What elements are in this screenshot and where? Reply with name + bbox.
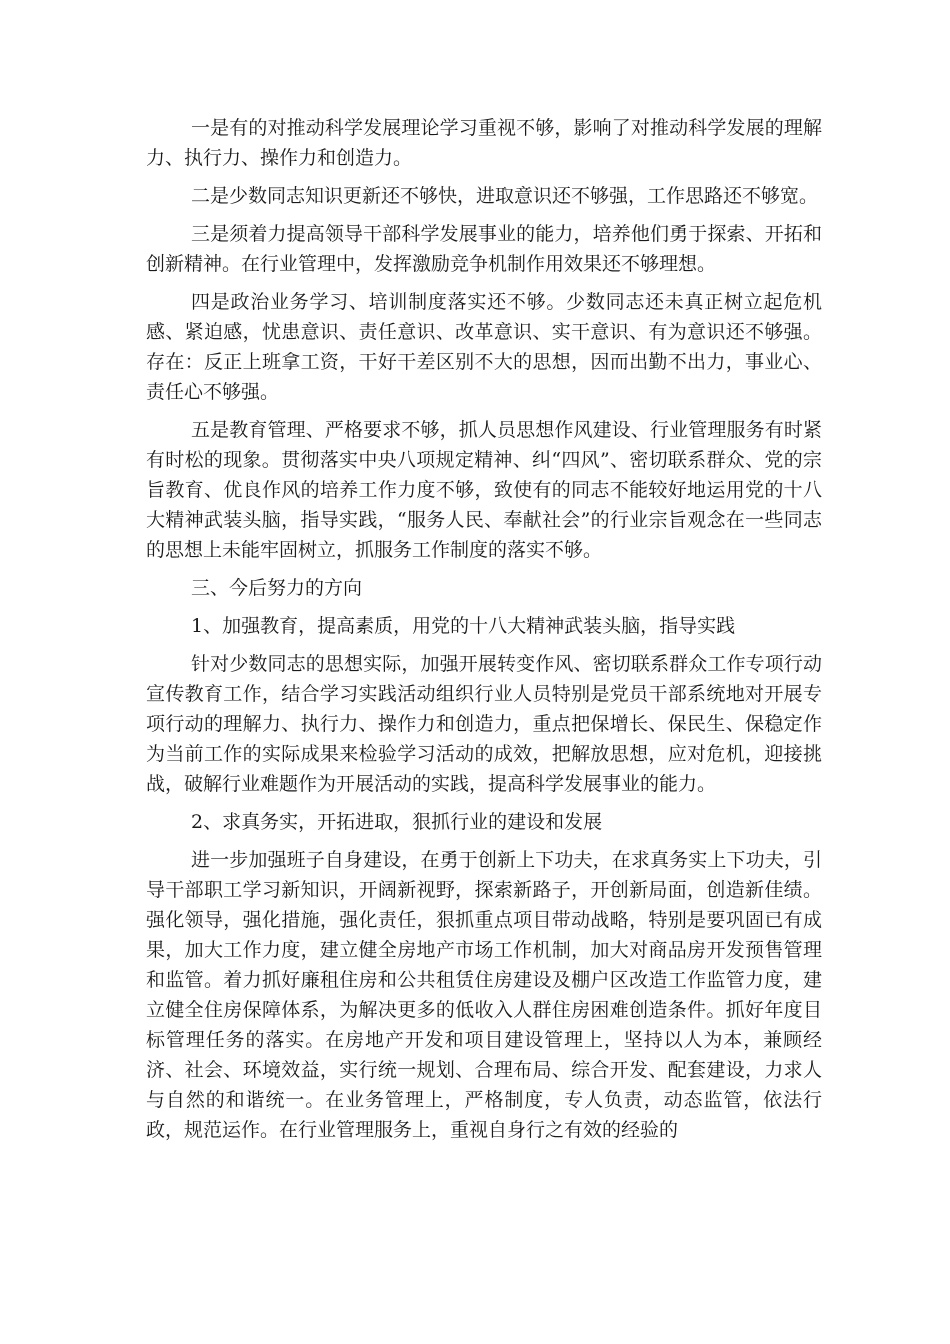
subsection-heading-1: 1、加强教育，提高素质，用党的十八大精神武装头脑，指导实践: [191, 615, 736, 637]
section-heading: 三、今后努力的方向: [191, 577, 363, 599]
document-body: [146, 113, 822, 1153]
subsection-heading-2: 2、求真务实，开拓进取，狠抓行业的建设和发展: [191, 811, 603, 833]
subsection-body-2: 进一步加强班子自身建设，在勇于创新上下功夫，在求真务实上下功夫，引导干部职工学习新知识，开阔新视野，探索新路子，开创新局面，创造新佳绩。强化领导，强化措施，强化责任，狠抓重点项目带动战略，特别是要巩固已有成果，加大工作力度，建立健全房地产市场工作机制，加大对商品房开发预售管理和监管。着力抓好廉租住房和公共租赁住房建设及棚户区改造工作监管力度，建立健全住房保障体系，为解决更多的低收入人群住房困难创造条件。抓好年度目标管理任务的落实。在房地产开发和项目建设管理上，坚持以人为本，兼顾经济、社会、环境效益，实行统一规划、合理布局、综合开发、配套建设，力求人与自然的和谐统一。在业务管理上，严格制度，专人负责，动态监管，依法行政，规范运作。在行业管理服务上，重视自身行之有效的经验的: [146, 849, 822, 1141]
paragraph-point-one: 一是有的对推动科学发展理论学习重视不够，影响了对推动科学发展的理解力、执行力、操作力和创造力。: [146, 117, 822, 169]
paragraph-point-four: 四是政治业务学习、培训制度落实还不够。少数同志还未真正树立起危机感、紧迫感，忧患意识、责任意识、改革意识、实干意识、有为意识还不够强。存在：反正上班拿工资，干好干差区别不大的思想，因而出勤不出力，事业心、责任心不够强。: [146, 291, 822, 403]
paragraph-point-three: 三是须着力提高领导干部科学发展事业的能力，培养他们勇于探索、开拓和创新精神。在行业管理中，发挥激励竞争机制作用效果还不够理想。: [146, 223, 822, 275]
paragraph-point-two: 二是少数同志知识更新还不够快，进取意识还不够强，工作思路还不够宽。: [191, 185, 819, 207]
paragraph-point-five: 五是教育管理、严格要求不够，抓人员思想作风建设、行业管理服务有时紧有时松的现象。贯彻落实中央八项规定精神、纠“四风”、密切联系群众、党的宗旨教育、优良作风的培养工作力度不够，致使有的同志不能较好地运用党的十八大精神武装头脑，指导实践，“服务人民、奉献社会”的行业宗旨观念在一些同志的思想上未能牢固树立，抓服务工作制度的落实不够。: [146, 419, 822, 561]
subsection-body-1: 针对少数同志的思想实际，加强开展转变作风、密切联系群众工作专项行动宣传教育工作，结合学习实践活动组织行业人员特别是党员干部系统地对开展专项行动的理解力、执行力、操作力和创造力，重点把保增长、保民生、保稳定作为当前工作的实际成果来检验学习活动的成效，把解放思想，应对危机，迎接挑战，破解行业难题作为开展活动的实践，提高科学发展事业的能力。: [146, 653, 822, 795]
